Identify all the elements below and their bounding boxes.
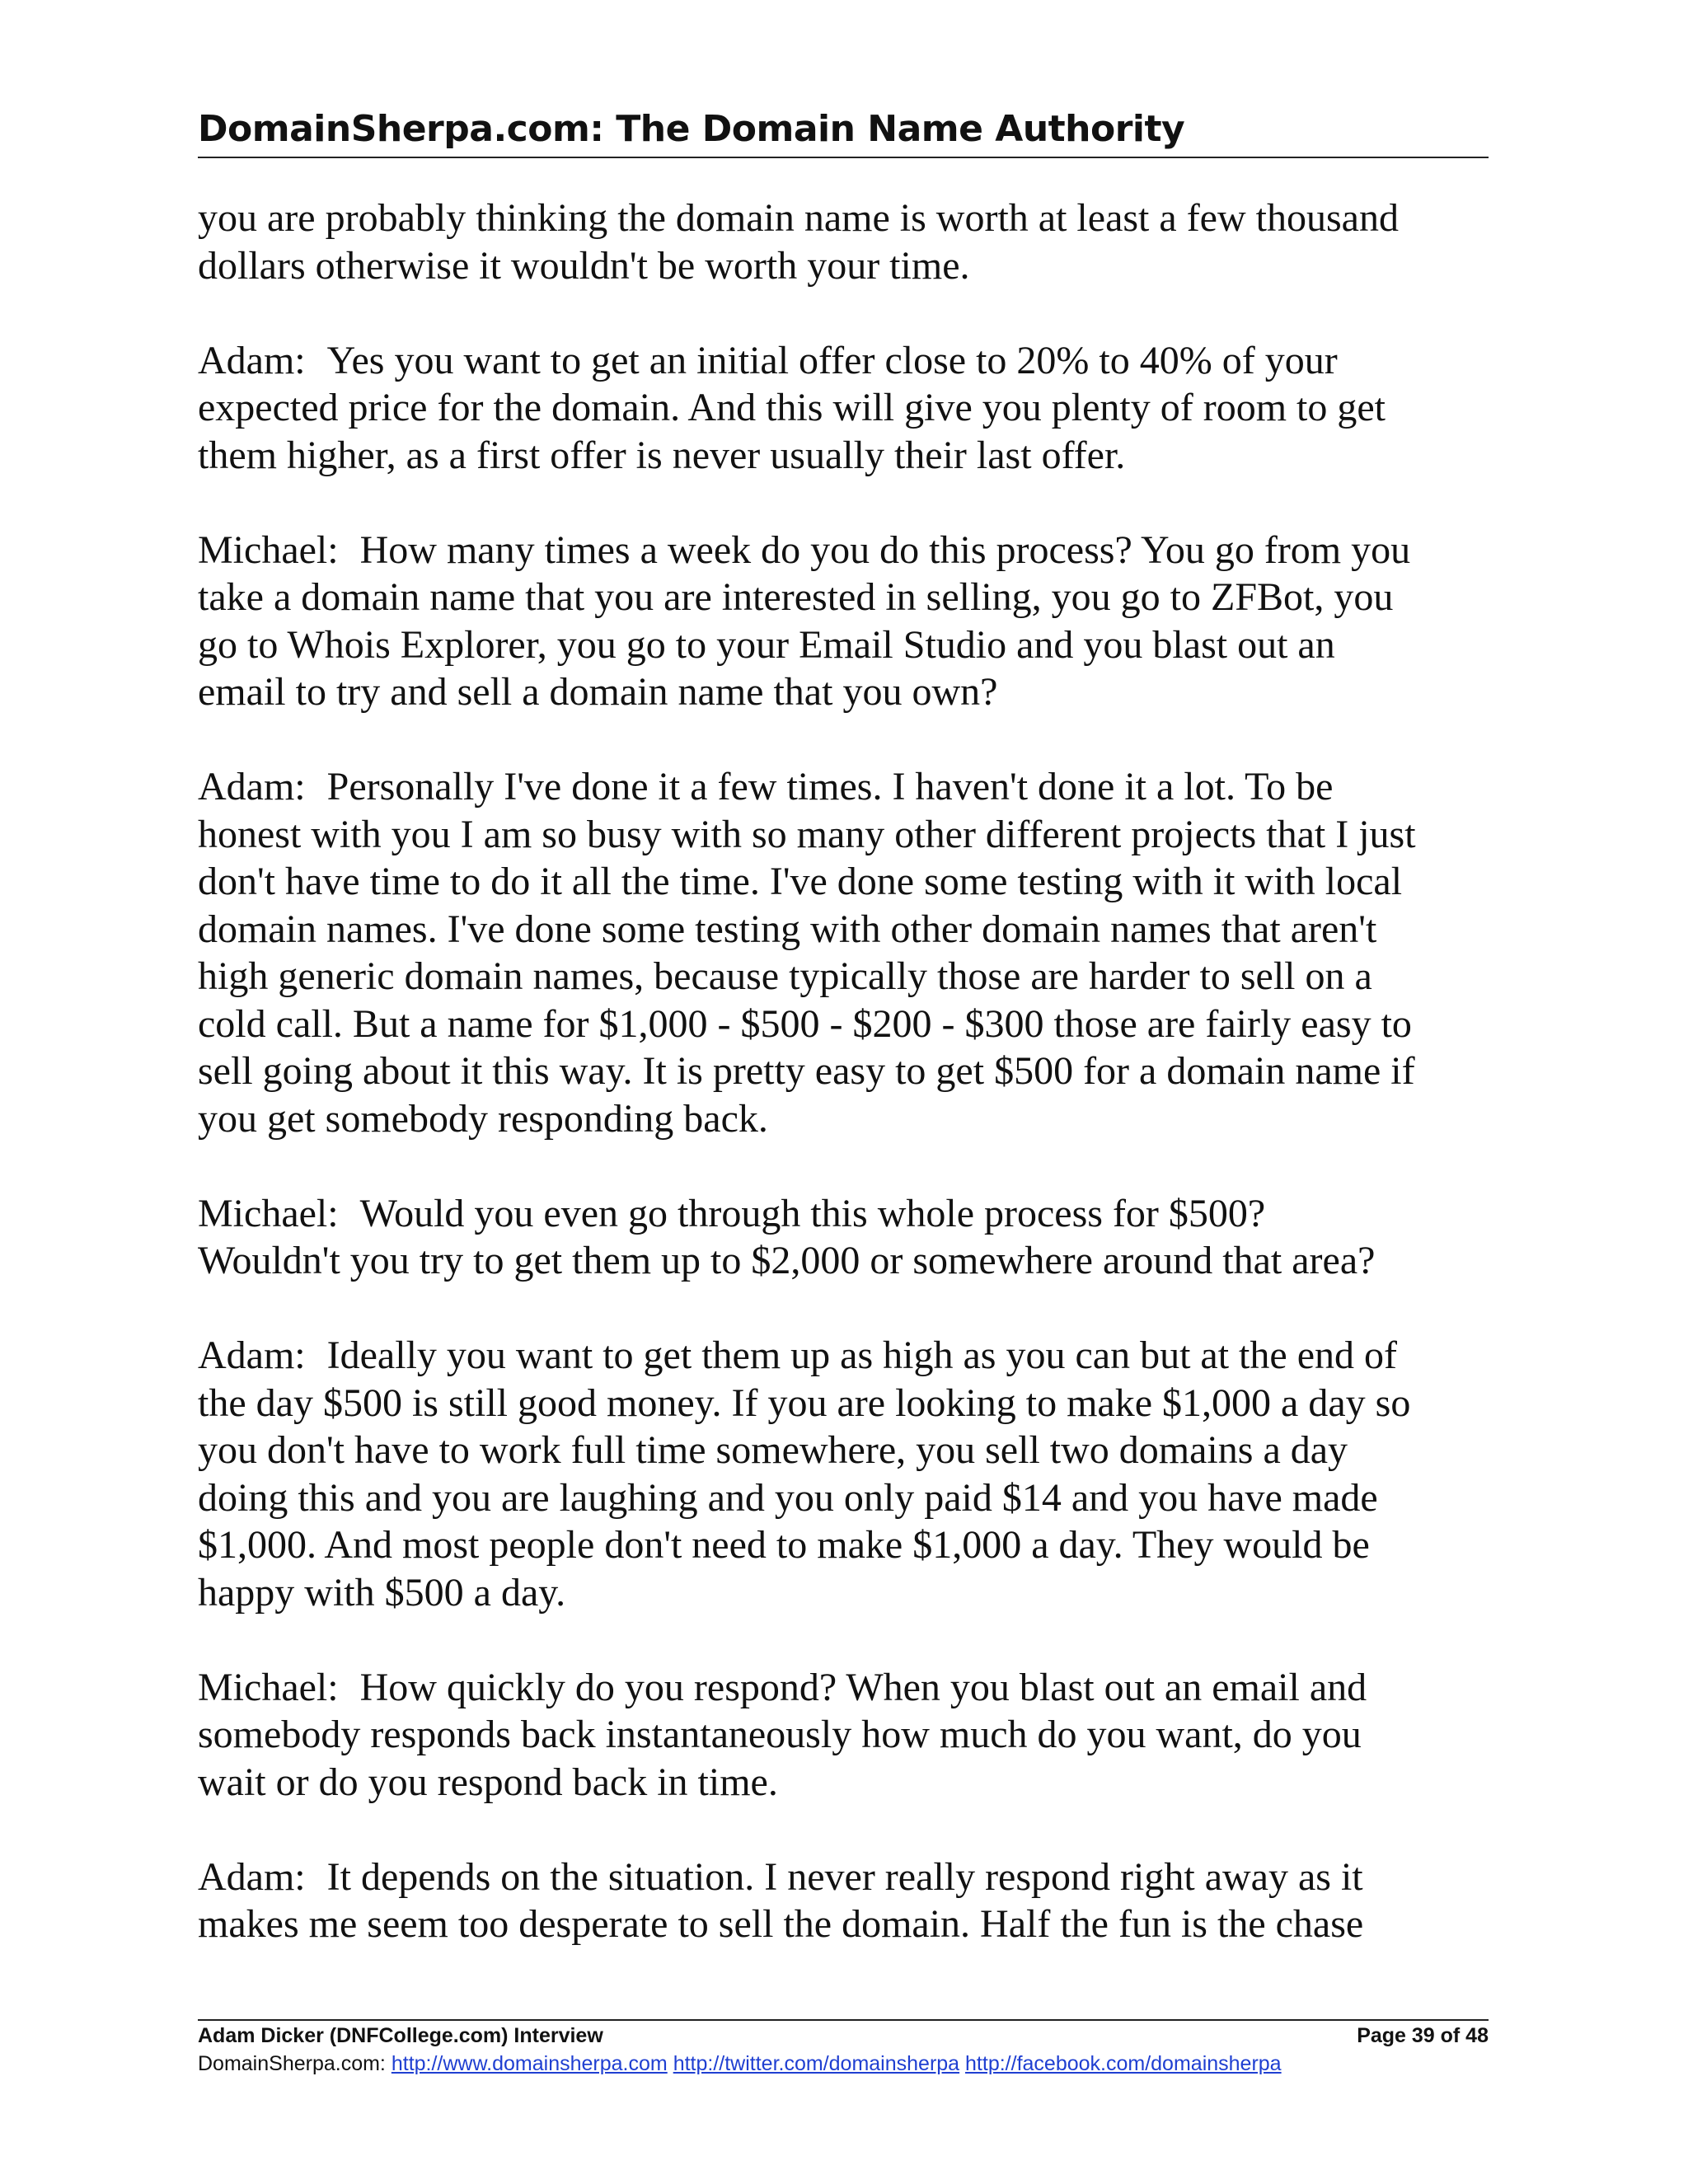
paragraph-text: Ideally you want to get them up as high as you can but at the end of the day $500 is still good money. If you are looking to make $1,000 a day so you don't have to work full time somewhere, you sell two domains a day doing this and you are laughing and you only paid $14 and you have made $1,000. And most people don't need to make $1,000 a day. They would be happy with $500 a day.: [198, 1333, 1411, 1615]
speaker-label: Michael:: [198, 1665, 339, 1709]
paragraph-4: [198, 763, 1496, 1142]
paragraph-5: [198, 1190, 1496, 1285]
paragraph-6: [198, 1332, 1496, 1616]
speaker-label: Michael:: [198, 527, 339, 572]
footer-site-label: DomainSherpa.com:: [198, 2052, 386, 2075]
page-title: DomainSherpa.com: The Domain Name Authority: [198, 108, 1185, 150]
speaker-label: Adam:: [198, 765, 306, 808]
paragraph-2: [198, 337, 1496, 480]
page-header: [198, 97, 1489, 158]
footer-interview-title: Adam Dicker (DNFCollege.com) Interview: [198, 2024, 603, 2047]
speaker-label: Adam:: [198, 1854, 306, 1899]
document-body: [198, 194, 1496, 1995]
twitter-link[interactable]: http://twitter.com/domainsherpa: [673, 2052, 960, 2075]
footer-links-row: [198, 2052, 1489, 2076]
speaker-label: Adam:: [198, 1333, 306, 1377]
paragraph-text: How many times a week do you do this process? You go from you take a domain name that you are interested in selling, you go to ZFBot, you go to Whois Explorer, you go to your Email Studio and you blast out an email to try and sell a domain name that you own?: [198, 527, 1411, 714]
facebook-link[interactable]: http://facebook.com/domainsherpa: [965, 2052, 1282, 2075]
paragraph-text: It depends on the situation. I never really respond right away as it makes me seem too desperate to sell the domain. Half the fun is the chase: [198, 1854, 1364, 1946]
paragraph-7: [198, 1664, 1496, 1807]
paragraph-text: How quickly do you respond? When you blast out an email and somebody responds back instantaneously how much do you want, do you wait or do you respond back in time.: [198, 1665, 1367, 1804]
paragraph-1: [198, 194, 1496, 289]
paragraph-text: you are probably thinking the domain name is worth at least a few thousand dollars otherwise it wouldn't be worth your time.: [198, 196, 1399, 288]
paragraph-text: Personally I've done it a few times. I haven't done it a lot. To be honest with you I am so busy with so many other different projects that I just don't have time to do it all the time. I've done some testing with it with local domain names. I've done some testing with other domain names that aren't high generic domain names, because typically those are harder to sell on a cold call. But a name for $1,000 - $500 - $200 - $300 those are fairly easy to sell going about it this way. It is pretty easy to get $500 for a domain name if you get somebody responding back.: [198, 765, 1416, 1141]
paragraph-8: [198, 1854, 1496, 1948]
speaker-label: Michael:: [198, 1191, 339, 1235]
paragraph-text: Yes you want to get an initial offer close to 20% to 40% of your expected price for the domain. And this will give you plenty of room to get them higher, as a first offer is never usually their last offer.: [198, 338, 1386, 477]
paragraph-3: [198, 527, 1496, 716]
speaker-label: Adam:: [198, 338, 306, 382]
domainsherpa-link[interactable]: http://www.domainsherpa.com: [391, 2052, 668, 2075]
paragraph-text: Would you even go through this whole process for $500? Wouldn't you try to get them up to $2,000 or somewhere around that area?: [198, 1191, 1376, 1282]
page-number: Page 39 of 48: [1357, 2024, 1489, 2047]
page-footer: [198, 2019, 1489, 2076]
